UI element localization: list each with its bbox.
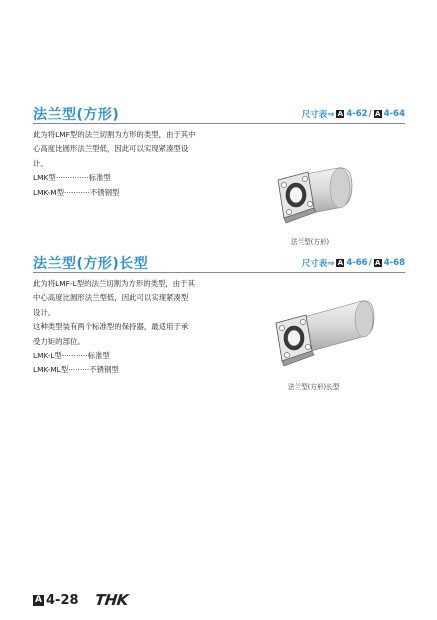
model-line: LMK-ML型·········不锈钢型 <box>33 365 119 375</box>
dimension-table-reference[interactable] <box>302 257 405 269</box>
description-line: 这种类型装有两个标准型的保持器，最适用于承 <box>33 322 189 332</box>
description-line: 此为将LMF型的法兰切割为方形的类型，由于其中 <box>33 130 196 139</box>
figure-caption: 法兰型(方形) <box>291 238 330 246</box>
description-line: 受力矩的部位。 <box>33 336 85 346</box>
flange-square-long-bushing-illustration <box>268 295 378 373</box>
description <box>33 128 223 200</box>
section-a-marker-icon: A <box>33 595 44 606</box>
model-line: LMK-L型···········标准型 <box>33 351 110 361</box>
flange-square-bushing-illustration <box>268 162 356 232</box>
heading-divider <box>33 272 405 273</box>
section-a-marker-icon: A <box>337 110 344 118</box>
ref-prefix: 尺寸表⇒ <box>301 110 335 120</box>
dimension-table-reference[interactable] <box>302 108 405 120</box>
section-a-marker-icon: A <box>375 110 381 118</box>
model-line: LMK-M型···········不锈钢型 <box>33 187 120 197</box>
brand-logo: THK <box>93 591 129 609</box>
model-line: LMK型··············标准型 <box>33 173 111 183</box>
figure-caption: 法兰型(方形)长型 <box>288 383 340 391</box>
description <box>33 277 223 378</box>
section-title: 法兰型(方形) <box>33 107 120 123</box>
description-line: 设计。 <box>33 307 56 317</box>
ref-page-link[interactable]: 4-62 <box>346 109 368 119</box>
description-line: 计。 <box>33 158 48 168</box>
page-number <box>33 593 79 608</box>
description-line: 中心高度比圆形法兰型低，因此可以实现紧凑型 <box>33 293 189 303</box>
ref-separator: / <box>368 258 372 268</box>
description-line: 心高度比圆形法兰型低，因此可以实现紧凑型设 <box>33 144 189 154</box>
page-footer <box>33 591 127 609</box>
ref-separator: / <box>368 109 372 119</box>
ref-page-link[interactable]: 4-64 <box>383 109 405 119</box>
section-a-marker-icon: A <box>337 259 344 267</box>
section-a-marker-icon: A <box>375 259 381 267</box>
section-title: 法兰型(方形)长型 <box>33 256 149 272</box>
ref-prefix: 尺寸表⇒ <box>301 259 335 269</box>
page-number-label: 4-28 <box>46 592 79 608</box>
ref-page-link[interactable]: 4-68 <box>383 258 405 268</box>
description-line: 此为将LMF-L型的法兰切割为方形的类型，由于其 <box>33 279 195 288</box>
ref-page-link[interactable]: 4-66 <box>346 258 368 268</box>
heading-divider <box>33 123 405 124</box>
